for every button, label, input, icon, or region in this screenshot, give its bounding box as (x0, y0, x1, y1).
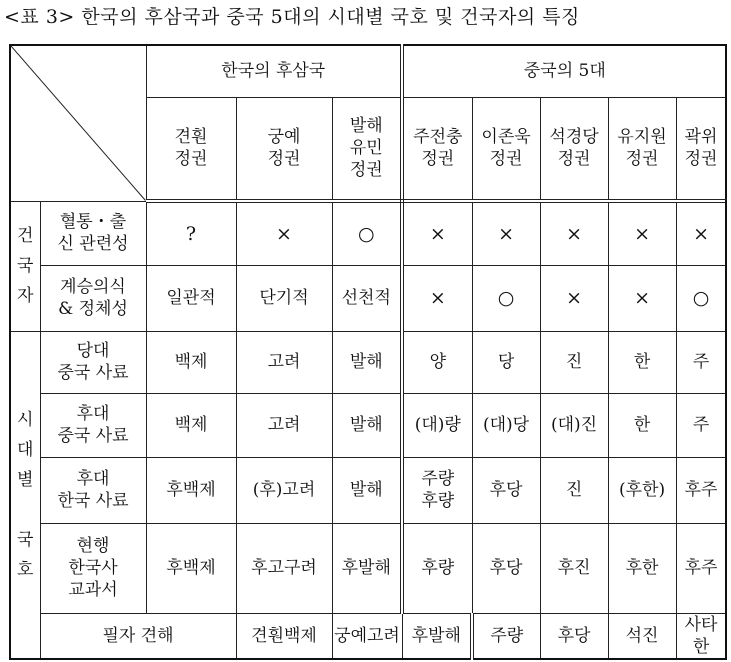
table-cell: 후백제 (146, 457, 236, 523)
table-cell: 후발해 (332, 523, 402, 613)
table-cell: 주 (676, 331, 726, 393)
row-label-line: 한국사 (68, 558, 118, 578)
group-label-char: 시 (17, 409, 34, 430)
group-label-char: 건 (17, 226, 34, 246)
column-header (472, 97, 540, 201)
table-cell: × (608, 265, 676, 331)
header-group-china: 중국의 5대 (402, 45, 726, 97)
row-label (40, 201, 146, 265)
table-row (10, 613, 726, 659)
table-cell: × (540, 265, 608, 331)
column-header-line: 이존욱 (481, 127, 531, 148)
table-cell: (후한) (608, 457, 676, 523)
table-cell: 후당 (540, 613, 608, 659)
group-label-char: 호 (17, 559, 34, 580)
row-label-line: 중국 사료 (57, 426, 129, 446)
table-cell: ○ (472, 265, 540, 331)
row-label (40, 331, 146, 393)
table-cell: ○ (332, 201, 402, 265)
table-cell: 한 (608, 393, 676, 457)
table-cell: 진 (540, 331, 608, 393)
table-cell: 후진 (540, 523, 608, 613)
table-cell: × (608, 201, 676, 265)
column-header (332, 97, 402, 201)
table-cell: 양 (402, 331, 472, 393)
table-cell: 후량 (402, 523, 472, 613)
table-cell: 주 (676, 393, 726, 457)
row-label-line: 현행 (76, 536, 110, 556)
table-cell: 당 (472, 331, 540, 393)
group-label-char (11, 495, 40, 525)
row-label-line: 계승의식 (60, 277, 126, 297)
group-label-era-name (10, 331, 40, 659)
row-label-line: 신 관련성 (57, 234, 129, 254)
table-cell: × (402, 201, 472, 265)
table-cell: 후주 (676, 457, 726, 523)
table-cell: 주량 (472, 613, 540, 659)
column-header-line: 유민 (349, 138, 383, 159)
table-cell: 발해 (332, 393, 402, 457)
header-group-korea: 한국의 후삼국 (146, 45, 402, 97)
table-row (10, 265, 726, 331)
group-label-founder (10, 201, 40, 331)
row-label (40, 265, 146, 331)
table-cell: 후발해 (402, 613, 472, 659)
table-cell: × (472, 201, 540, 265)
column-header (540, 97, 608, 201)
table-cell: 일관적 (146, 265, 236, 331)
table-cell: 견훤백제 (236, 613, 332, 659)
row-label-line: 후대 (76, 404, 110, 424)
table-cell: 선천적 (332, 265, 402, 331)
table-cell: 발해 (332, 457, 402, 523)
table-cell: (후)고려 (236, 457, 332, 523)
column-header-line: 정권 (421, 149, 455, 170)
column-header-line: 주전충 (413, 127, 463, 148)
row-label-line: 중국 사료 (57, 363, 129, 383)
table-cell: 후백제 (146, 523, 236, 613)
column-header-line: 석경당 (549, 127, 599, 148)
column-header-line: 정권 (625, 149, 659, 170)
table-cell: 후고구려 (236, 523, 332, 613)
row-label-line: 당대 (76, 341, 110, 361)
column-header-line: 정권 (684, 149, 718, 170)
row-label-line: 후대 (76, 469, 110, 489)
row-label-line: 교과서 (68, 580, 118, 600)
column-header-line: 정권 (174, 149, 208, 170)
column-header (236, 97, 332, 201)
table-cell: × (540, 201, 608, 265)
table-cell: 궁예고려 (332, 613, 402, 659)
group-label-char: 별 (17, 469, 34, 490)
row-label (40, 613, 236, 659)
table-cell: (대)량 (402, 393, 472, 457)
table-cell: 고려 (236, 393, 332, 457)
column-header-line: 정권 (349, 160, 383, 181)
row-label-line: 혈통・출 (59, 212, 127, 232)
column-header-line: 발해 (349, 116, 383, 137)
table-cell: 석진 (608, 613, 676, 659)
column-header-line: 유지원 (617, 127, 667, 148)
table-cell: × (236, 201, 332, 265)
table-cell: × (676, 201, 726, 265)
table-cell: 백제 (146, 331, 236, 393)
row-label-line: 필자 견해 (102, 625, 174, 646)
diagonal-corner-cell (10, 45, 146, 201)
column-header (608, 97, 676, 201)
row-label (40, 393, 146, 457)
group-label-char: 자 (17, 286, 34, 306)
table-row (10, 393, 726, 457)
table-cell: 후한 (608, 523, 676, 613)
row-label (40, 523, 146, 613)
column-header-line: 곽위 (684, 127, 718, 148)
column-header-line: 정권 (557, 149, 591, 170)
column-header-line: 궁예 (267, 127, 301, 148)
column-header-line: 정권 (267, 149, 301, 170)
table-cell: 후주 (676, 523, 726, 613)
table-row (10, 457, 726, 523)
table-cell: (대)당 (472, 393, 540, 457)
table-cell: 사타한 (676, 613, 726, 659)
table-cell: × (402, 265, 472, 331)
group-label-char: 대 (17, 439, 34, 460)
row-label-line: & 정체성 (58, 299, 128, 319)
column-header-line: 정권 (489, 149, 523, 170)
table-cell: (대)진 (540, 393, 608, 457)
table-cell: 후당 (472, 523, 540, 613)
diagonal-line (11, 46, 146, 201)
table-cell: 백제 (146, 393, 236, 457)
group-label-char: 국 (17, 256, 34, 276)
column-header (402, 97, 472, 201)
row-label-line: 한국 사료 (57, 491, 129, 511)
table-row (10, 201, 726, 265)
column-header (146, 97, 236, 201)
column-header-line: 견훤 (174, 127, 208, 148)
table-cell: 주량 후량 (402, 457, 472, 523)
table-cell: 후당 (472, 457, 540, 523)
table-cell: 고려 (236, 331, 332, 393)
group-label-char: 국 (17, 529, 34, 550)
table-cell: 한 (608, 331, 676, 393)
column-header (676, 97, 726, 201)
table-cell: 단기적 (236, 265, 332, 331)
table-cell: ? (146, 201, 236, 265)
row-label (40, 457, 146, 523)
table-cell: 발해 (332, 331, 402, 393)
table-cell: 진 (540, 457, 608, 523)
table-caption: <표 3> 한국의 후삼국과 중국 5대의 시대별 국호 및 건국자의 특징 (4, 6, 580, 28)
table-row (10, 523, 726, 613)
table-cell: ○ (676, 265, 726, 331)
table-row (10, 331, 726, 393)
comparison-table (9, 44, 727, 660)
